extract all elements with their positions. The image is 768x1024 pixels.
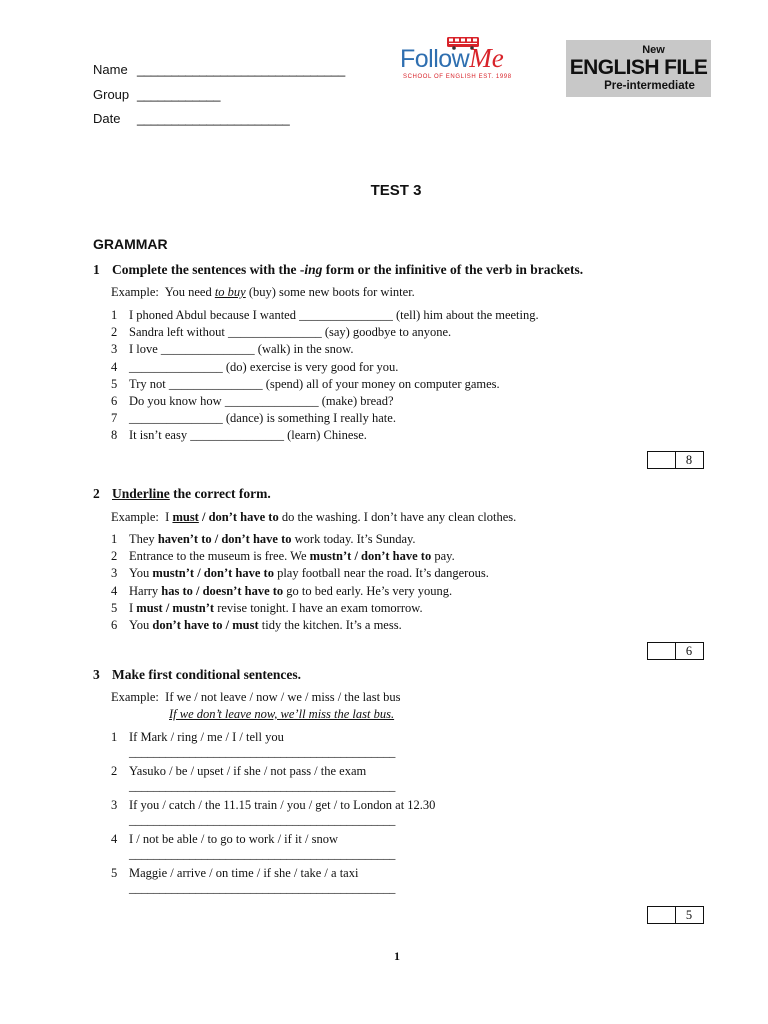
book-title: ENGLISH FILE (569, 56, 708, 79)
ex1-item (111, 325, 451, 340)
item-options: don’t have to / must (152, 618, 259, 632)
ex2-score-box (647, 642, 704, 660)
item-prompt: Yasuko / be / upset / if she / not pass / the exam (129, 764, 367, 778)
ex1-score: 8 (685, 453, 693, 467)
ex1-example-b: (buy) some new boots for winter. (245, 285, 415, 299)
item-text-c: go to bed early. He’s very young. (283, 583, 453, 598)
item-number: 5 (111, 866, 118, 880)
ex3-example (111, 690, 401, 705)
ex2-item (111, 549, 455, 564)
item-options: has to / doesn’t have to (161, 583, 284, 598)
ex2-example-a: I (165, 510, 173, 524)
ex1-instruction (93, 262, 583, 278)
ex3-answer-line: ____________________________________________ (129, 813, 396, 827)
ex3-item (111, 730, 284, 745)
ex2-number: 2 (93, 486, 100, 501)
item-number: 6 (111, 394, 118, 408)
ex3-answer-line: ____________________________________________ (129, 847, 396, 861)
item-text-c: tidy the kitchen. It’s a mess. (258, 618, 402, 632)
item-number: 4 (111, 583, 118, 598)
ex3-example-answer-text: If we don’t leave now, we’ll miss the last bus. (169, 707, 395, 721)
item-text-c: work today. It’s Sunday. (291, 532, 416, 546)
item-number: 1 (111, 730, 118, 744)
item-text: Do you know how _______________ (make) bread? (129, 394, 394, 408)
ex1-instr-ing: ing (304, 262, 323, 277)
ex3-answer-line: ____________________________________________ (129, 881, 396, 895)
item-number: 2 (111, 549, 118, 564)
example-label: Example: (111, 690, 159, 704)
item-number: 1 (111, 532, 118, 546)
item-number: 5 (111, 376, 118, 391)
ex3-number: 3 (93, 667, 100, 682)
item-prompt: If Mark / ring / me / I / tell you (129, 730, 284, 744)
item-number: 7 (111, 411, 118, 426)
ex2-score: 6 (685, 644, 693, 658)
ex2-example-rest: / don’t have to (198, 510, 279, 524)
ex2-example (111, 510, 516, 525)
ex3-example-prompt: If we / not leave / now / we / miss / the last bus (165, 690, 401, 704)
ex3-score: 5 (685, 908, 693, 922)
item-number: 8 (111, 428, 118, 443)
ex3-item (111, 832, 338, 847)
item-text-c: revise tonight. I have an exam tomorrow. (214, 600, 423, 615)
ex3-instruction (93, 667, 301, 683)
example-label: Example: (111, 285, 159, 299)
item-text: I love _______________ (walk) in the snow. (129, 342, 354, 357)
name-blank: ______________________________ (137, 62, 345, 77)
item-options: haven’t to / don’t have to (157, 532, 292, 546)
ex3-score-box (647, 906, 704, 924)
ex1-score-box (647, 451, 704, 469)
item-number: 6 (111, 618, 118, 632)
item-number: 3 (111, 798, 118, 812)
name-label: Name (93, 62, 128, 77)
item-text-a: Entrance to the museum is free. We (129, 549, 310, 564)
ex2-item (111, 566, 489, 581)
ex2-item (111, 618, 402, 633)
group-blank: ____________ (137, 87, 221, 102)
item-text: _______________ (dance) is something I really hate. (129, 411, 396, 426)
ex2-instr-underline: Underline (112, 486, 170, 501)
date-blank: ______________________ (137, 111, 290, 126)
page-number: 1 (394, 949, 400, 963)
ex1-item (111, 411, 396, 426)
ex1-item (111, 377, 500, 392)
item-options: mustn’t / don’t have to (152, 566, 274, 581)
item-options: mustn’t / don’t have to (309, 549, 432, 564)
ex2-instr-b: the correct form. (169, 486, 271, 501)
logo-me-text: Me (469, 43, 504, 73)
item-text-a: Harry (129, 583, 162, 598)
ex1-item (111, 394, 394, 409)
item-text: Sandra left without _______________ (say) goodbye to anyone. (129, 325, 452, 340)
ex3-instr: Make first conditional sentences. (112, 667, 301, 682)
ex2-item (111, 601, 423, 616)
ex1-item (111, 342, 354, 357)
item-text-c: pay. (431, 549, 455, 564)
item-text-a: You (129, 566, 153, 581)
book-new-label: New (642, 44, 665, 56)
item-number: 5 (111, 600, 118, 615)
ex3-answer-line: ____________________________________________ (129, 745, 396, 759)
ex1-instr-b: form or the infinitive of the verb in brackets. (322, 262, 584, 277)
section-title: GRAMMAR (93, 236, 168, 252)
item-number: 3 (111, 342, 118, 357)
ex2-example-b: do the washing. I don’t have any clean clothes. (278, 510, 517, 524)
item-text: It isn’t easy _______________ (learn) Chinese. (129, 428, 367, 443)
ex1-example-answer: to buy (214, 285, 246, 299)
logo-follow-text: Follow (400, 45, 470, 73)
item-text: I phoned Abdul because I wanted _______________ (tell) him about the meeting. (129, 308, 539, 322)
item-number: 4 (111, 359, 118, 374)
ex1-item (111, 308, 539, 323)
ex1-instr-a: Complete the sentences with the - (112, 262, 305, 277)
item-prompt: Maggie / arrive / on time / if she / take / a taxi (129, 866, 359, 880)
ex1-example (111, 285, 415, 300)
test-title: TEST 3 (370, 182, 422, 199)
group-label: Group (93, 87, 130, 102)
ex1-example-a: You need (164, 285, 215, 299)
item-text-c: play football near the road. It’s dangerous. (273, 566, 489, 581)
ex3-item (111, 764, 366, 779)
ex2-instruction (93, 486, 271, 502)
logo-subtitle: SCHOOL OF ENGLISH EST. 1998 (403, 74, 512, 80)
ex3-item (111, 798, 435, 813)
ex2-item (111, 584, 452, 599)
book-level: Pre-intermediate (604, 80, 695, 92)
ex1-item (111, 360, 398, 375)
ex3-answer-line: ____________________________________________ (129, 779, 396, 793)
ex3-example-answer (169, 707, 394, 722)
item-options: must / mustn’t (136, 600, 215, 615)
example-label: Example: (111, 510, 159, 524)
ex1-item (111, 428, 367, 443)
item-text-a: You (129, 618, 153, 632)
item-text-a: They (129, 532, 158, 546)
ex2-item (111, 532, 416, 547)
ex3-item (111, 866, 358, 881)
ex1-number: 1 (93, 262, 100, 277)
item-text-a: I (129, 600, 137, 615)
date-label: Date (93, 111, 121, 126)
ex2-example-must: must (172, 510, 199, 524)
item-number: 2 (111, 764, 118, 778)
item-number: 3 (111, 566, 118, 581)
item-number: 4 (111, 832, 118, 846)
school-logo (400, 36, 515, 80)
item-number: 1 (111, 308, 118, 322)
book-title-box (566, 40, 711, 97)
item-prompt: I / not be able / to go to work / if it / snow (129, 832, 339, 846)
item-text: _______________ (do) exercise is very good for you. (129, 359, 399, 374)
item-text: Try not _______________ (spend) all of your money on computer games. (129, 376, 500, 391)
item-prompt: If you / catch / the 11.15 train / you / get / to London at 12.30 (129, 798, 436, 812)
item-number: 2 (111, 325, 118, 340)
